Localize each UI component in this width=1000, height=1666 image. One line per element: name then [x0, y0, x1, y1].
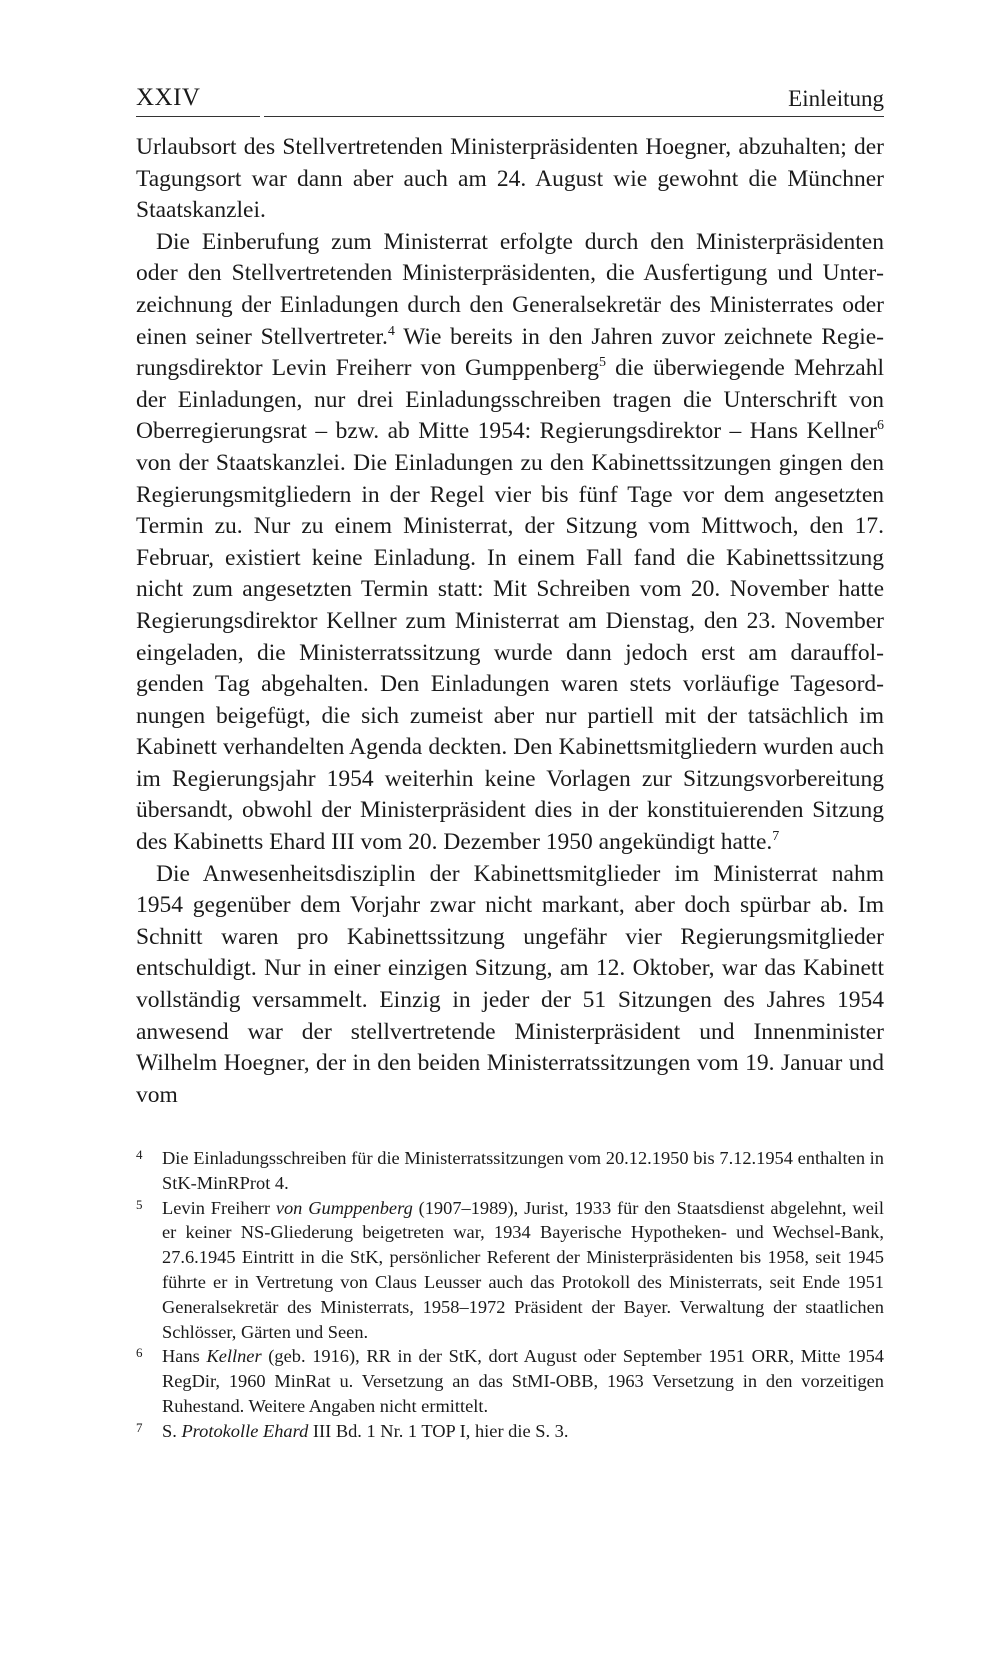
footnote-text: (geb. 1916), RR in der StK, dort August oder September 1951 ORR, Mitte 1954 RegDir, 1960 MinRat u. Versetzung an das StMI-OBB, 1963 Versetzung in den vorzeitigen Ruhestand. Weitere Angaben nicht ermittelt.: [162, 1346, 884, 1416]
footnote-text: Hans: [162, 1346, 207, 1367]
paragraph-1: Urlaubsort des Stellvertretenden Ministerpräsidenten Hoegner, abzuhalten; der Tagungsort war dann aber auch am 24. August wie gewohnt die Münchner Staatskanzlei.: [136, 134, 884, 224]
footnote-text: Levin Freiherr: [162, 1197, 276, 1218]
footnote-text: S.: [162, 1420, 182, 1441]
footnote-text: (1907–1989), Jurist, 1933 für den Staatsdienst abgelehnt, weil er keiner NS-Gliederung beigetreten war, 1934 Bayerische Hypotheken- und Wechsel-Bank, 27.6.1945 Eintritt in die StK, persönlicher Referent der Ministerpräsidenten bis 1958, seit 1945 führte er in Vertretung von Claus Leusser auch das Protokoll des Ministerrats, seit Ende 1951 Generalsekretär des Ministerrats, 1958–1972 Präsident der Bayer. Verwaltung der staatlichen Schlösser, Gärten und Seen.: [162, 1197, 884, 1342]
header-rule-right: [264, 116, 884, 117]
footnote-6: [136, 1344, 884, 1418]
footnote-ref-4: 4: [387, 323, 395, 339]
footnotes: [136, 1146, 884, 1444]
book-page: [136, 80, 884, 1441]
footnote-ref-5: 5: [598, 355, 606, 371]
paragraph-2-part-b: Wie bereits in den Jahren zuvor zeichnete Regierungsdirektor Levin Freiherr von Gumppenberg: [136, 323, 884, 382]
main-text: [136, 132, 884, 1111]
header-rule-left: [136, 116, 260, 117]
running-title: Einleitung: [788, 86, 884, 111]
footnote-number: 4: [136, 1147, 143, 1162]
footnote-ref-6: 6: [877, 418, 884, 434]
footnote-5: [136, 1196, 884, 1345]
footnote-number: 5: [136, 1196, 143, 1212]
paragraph-3: Die Anwesenheitsdisziplin der Kabinettsmitglieder im Ministerrat nahm 1954 gegenüber dem Vorjahr zwar nicht markant, aber doch spürbar ab. Im Schnitt waren pro Kabinettssitzung ungefähr vier Regierungsmitglieder entschuldigt. Nur in einer einzigen Sitzung, am 12. Oktober, war das Kabinett vollständig versammelt. Einzig in jeder der 51 Sitzungen des Jahres 1954 anwesend war der stellvertretende Ministerpräsident und Innenminister Wilhelm Hoegner, der in den beiden Ministerratssitzungen vom 19. Januar und vom: [136, 860, 884, 1108]
footnote-italic-name: von Gumppenberg: [275, 1197, 413, 1218]
paragraph-2-part-d: von der Staatskanzlei. Die Einladungen zu den Kabinettssitzungen gingen den Regierungsmitgliedern in der Regel vier bis fünf Tage vor dem angesetzten Termin zu. Nur zu einem Ministerrat, der Sitzung vom Mittwoch, den 17. Februar, existiert keine Einladung. In einem Fall fand die Kabinettssitzung nicht zum angesetzten Termin statt: Mit Schreiben vom 20. November hatte Regierungsdirektor Kellner zum Ministerrat am Dienstag, den 23. November eingeladen, die Ministerratssitzung wurde dann jedoch erst am darauffolgenden Tag abgehalten. Den Einladungen waren stets vorläufige Tagesordnungen beigefügt, die sich zumeist aber nur partiell mit der tatsächlich im Kabinett verhandelten Agenda deckten. Den Kabinettsmitgliedern wurden auch im Regierungsjahr 1954 weiterhin keine Vorlagen zur Sitzungsvorbereitung übersandt, obwohl der Ministerpräsident dies in der konstituierenden Sitzung des Kabinetts Ehard III vom 20. Dezember 1950 angekündigt hatte.: [136, 449, 884, 856]
footnote-italic-name: Kellner: [206, 1346, 262, 1367]
footnote-ref-7: 7: [772, 829, 780, 845]
footnote-text: Die Einladungsschreiben für die Ministerratssitzungen vom 20.12.1950 bis 7.12.1954 enthalten in StK-MinRProt 4.: [162, 1148, 884, 1193]
page-number: XXIV: [136, 84, 201, 111]
footnote-7: [136, 1419, 884, 1444]
footnote-4: [136, 1146, 884, 1196]
footnote-text: III Bd. 1 Nr. 1 TOP I, hier die S. 3.: [308, 1420, 569, 1441]
footnote-number: 6: [136, 1345, 143, 1361]
paragraph-2-part-c: die überwiegende Mehrzahl der Einladungen, nur drei Einladungsschreiben tragen die Unterschrift von Oberregierungsrat – bzw. ab Mitte 1954: Regierungsdirektor – Hans Kellner: [136, 355, 884, 445]
footnote-italic-title: Protokolle Ehard: [181, 1420, 309, 1441]
footnote-number: 7: [136, 1419, 143, 1435]
paragraph-2-part-a: Die Einberufung zum Ministerrat erfolgte durch den Ministerpräsidenten oder den Stellvertretenden Ministerpräsidenten, die Ausfertigung und Unterzeichnung der Einladungen durch den Generalsekretär des Ministerrates oder einen seiner Stellvertreter.: [136, 228, 884, 350]
paragraph-2: [136, 227, 884, 859]
running-header: [136, 80, 884, 116]
